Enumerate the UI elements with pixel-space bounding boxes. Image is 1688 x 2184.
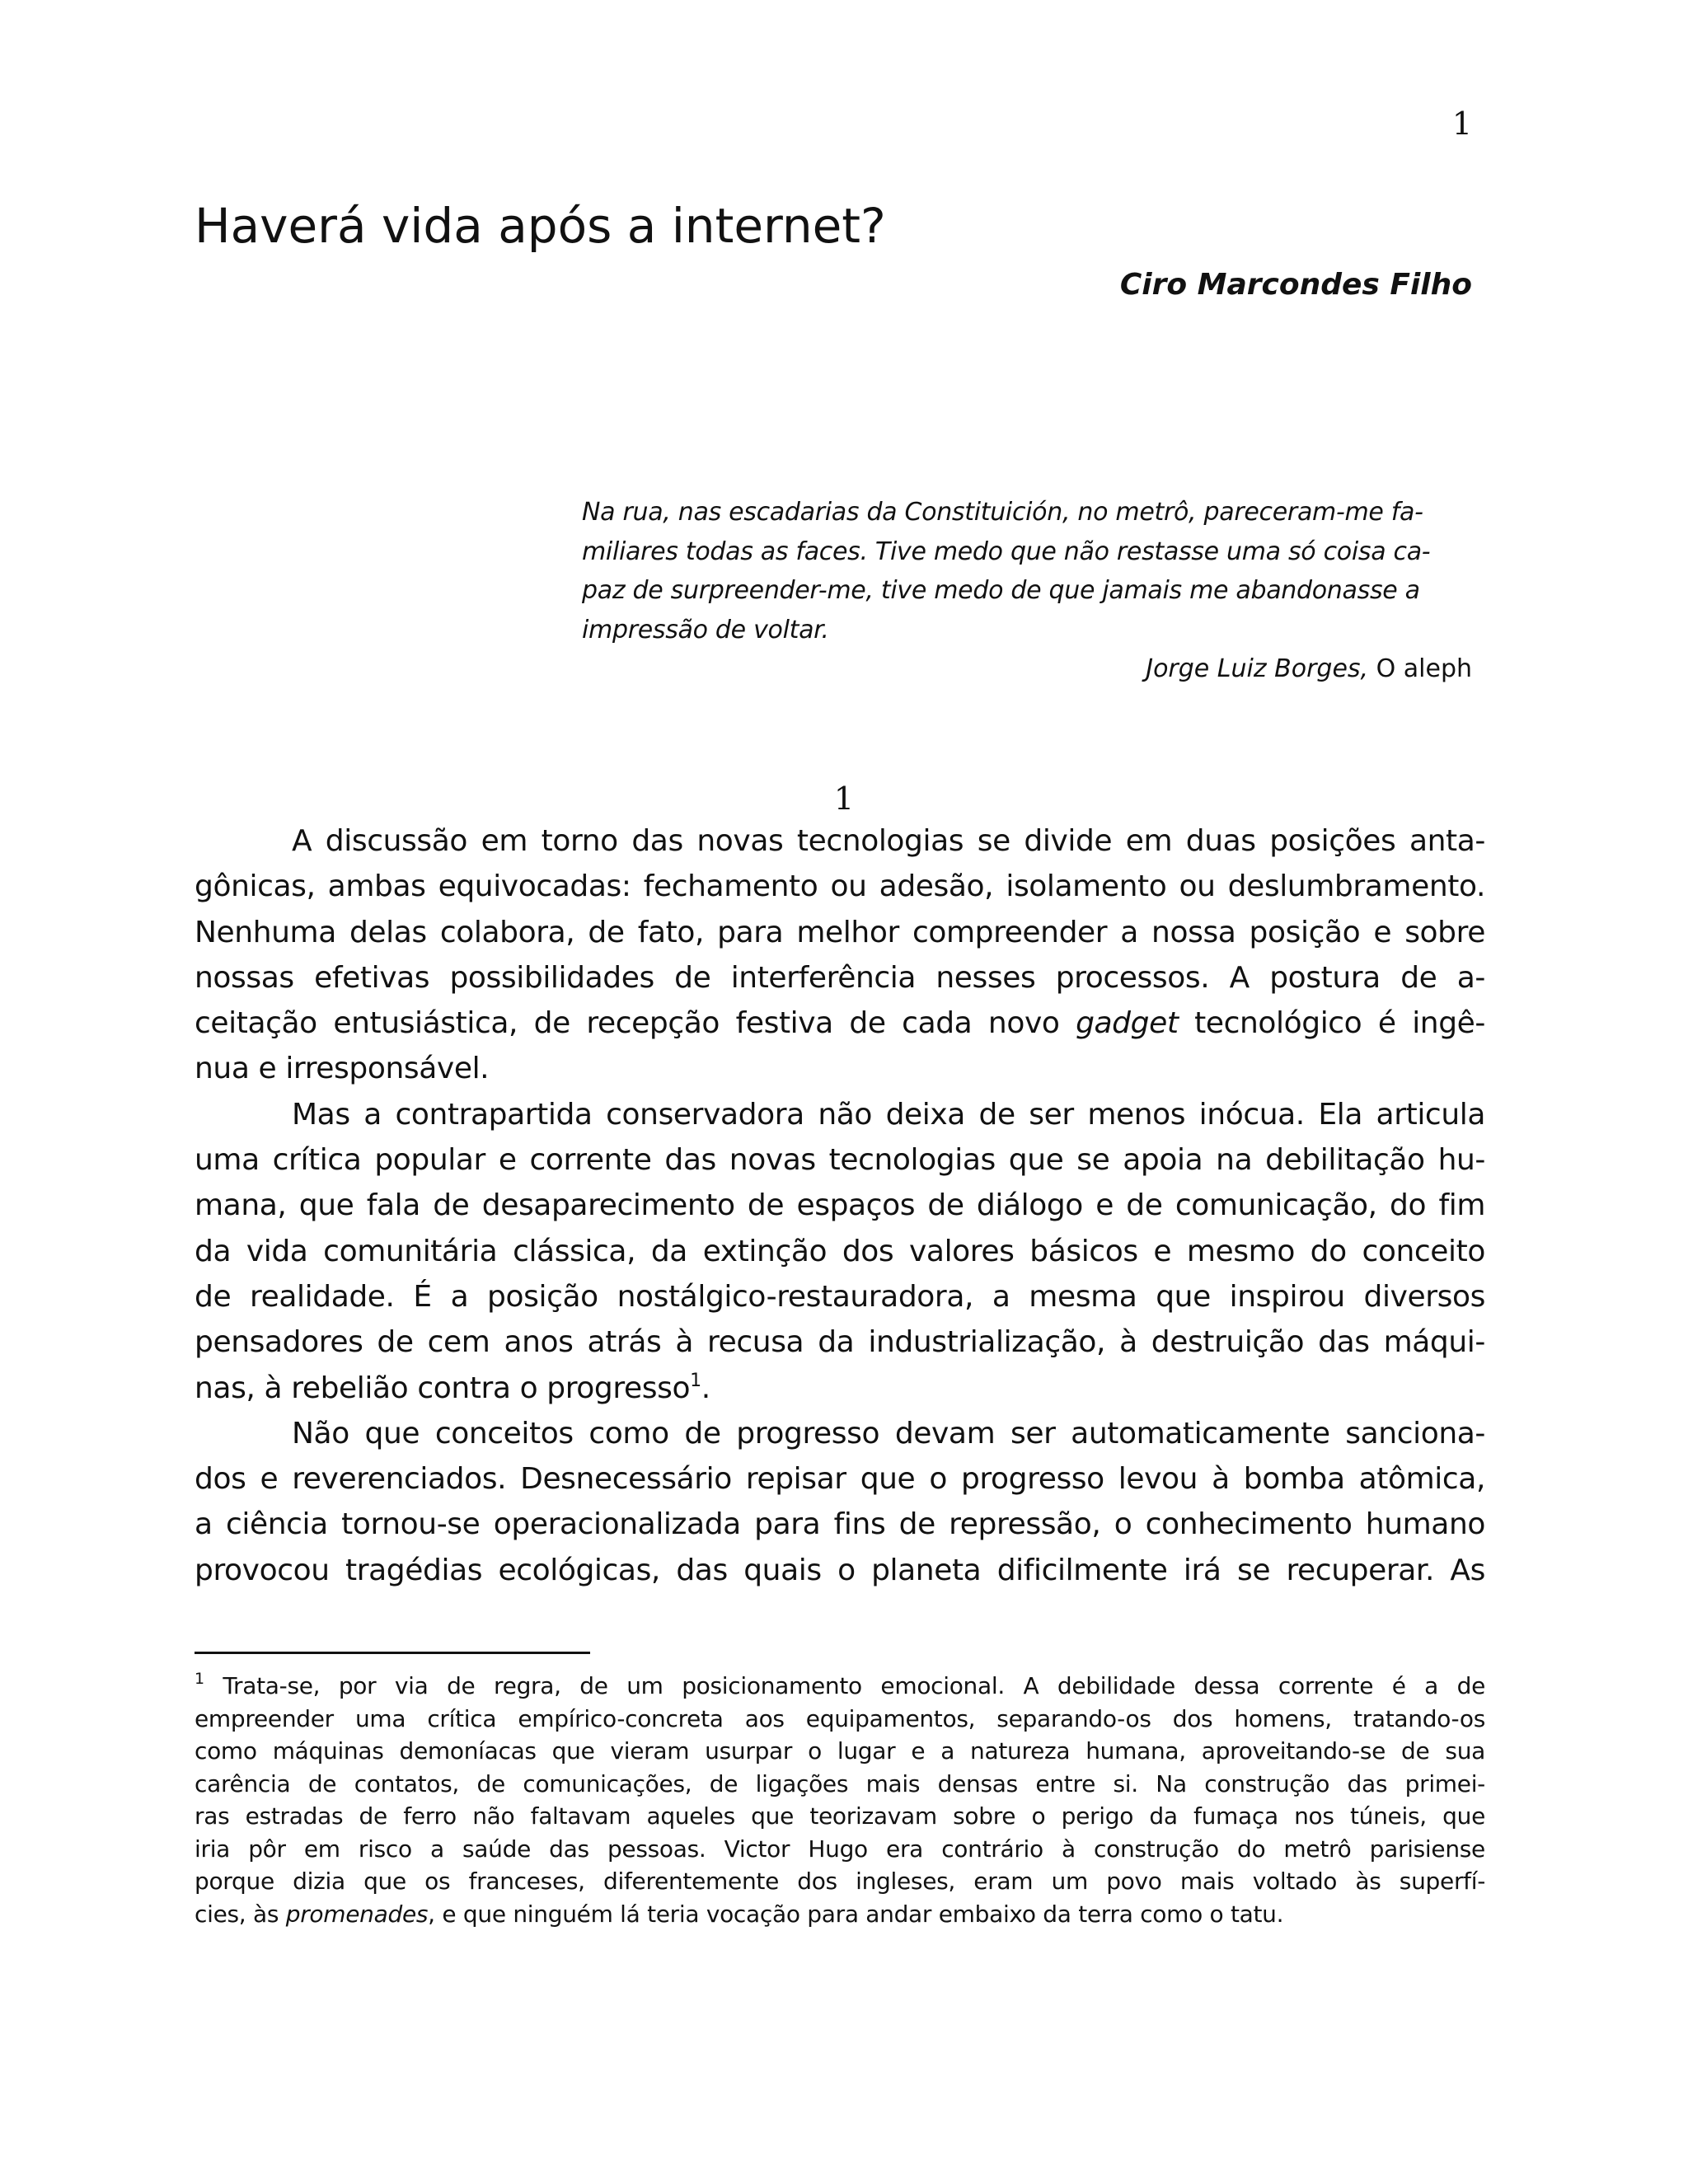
body-line: de realidade. É a posição nostálgico-restauradora, a mesma que inspirou diversos [195,1279,1485,1314]
body-line: a ciência tornou-se operacionalizada para fins de repressão, o conhecimento humano [195,1507,1485,1542]
body-line: uma crítica popular e corrente das novas tecnologias que se apoia na debilitação hu- [195,1143,1485,1178]
gadget-term: gadget [1076,1006,1179,1041]
body-line: A discussão em torno das novas tecnologias se divide em duas posições anta- [292,824,1485,858]
body-text-run: . [701,1371,710,1405]
body-line: gônicas, ambas equivocadas: fechamento ou adesão, isolamento ou deslumbramento. [195,869,1485,904]
body-line [195,1366,1485,1411]
author-name: Ciro Marcondes Filho [1119,268,1472,302]
epigraph [582,493,1472,688]
footnote-line: empreender uma crítica empírico-concreta aos equipamentos, separando-os dos homens, tratando-os [195,1704,1485,1732]
epigraph-source-author: Jorge Luiz Borges, [1146,654,1369,683]
body-line: nua e irresponsável. [195,1052,490,1086]
footnote-line: carência de contatos, de comunicações, de ligações mais densas entre si. Na construção das primei- [195,1769,1485,1797]
body-text-run: tecnológico é ingê- [1178,1006,1486,1041]
body-line: Não que conceitos como de progresso devam ser automaticamente sanciona- [292,1416,1485,1451]
body-line: nossas efetivas possibilidades de interferência nesses processos. A postura de a- [195,960,1485,995]
body-text-run: ceitação entusiástica, de recepção festiva de cada novo [195,1006,1076,1041]
epigraph-line: Na rua, nas escadarias da Constituición, no metrô, pareceram-me fa- [582,498,1423,527]
body-line: mana, que fala de desaparecimento de espaços de diálogo e de comunicação, do fim [195,1188,1485,1223]
footnote-line: porque dizia que os franceses, diferentemente dos ingleses, eram um povo mais voltado às superfí- [195,1868,1485,1895]
epigraph-line: paz de surpreender-me, tive medo de que jamais me abandonasse a [582,576,1420,605]
page-number: 1 [1451,105,1472,142]
promenades-term: promenades [285,1900,429,1928]
body-line [195,1001,1485,1046]
body-line: da vida comunitária clássica, da extinção dos valores básicos e mesmo do conceito [195,1234,1485,1268]
epigraph-source-work: O aleph [1368,654,1472,683]
footnote-line: como máquinas demoníacas que vieram usurpar o lugar e a natureza humana, aproveitando-se de sua [195,1737,1485,1765]
footnote-line [195,1898,1485,1931]
body-line: pensadores de cem anos atrás à recusa da industrialização, à destruição das máqui- [195,1325,1485,1360]
page-title: Haverá vida após a internet? [195,198,886,254]
epigraph-line: miliares todas as faces. Tive medo que não restasse uma só coisa ca- [582,537,1431,566]
footnote-divider [195,1652,590,1654]
body-line: Mas a contrapartida conservadora não deixa de ser menos inócua. Ela articula [292,1097,1485,1132]
footnote-line: iria pôr em risco a saúde das pessoas. Victor Hugo era contrário à construção do metrô parisiense [195,1835,1485,1863]
body-line: Nenhuma delas colabora, de fato, para melhor compreender a nossa posição e sobre [195,915,1485,949]
footnote [195,1670,1485,1930]
footnote-line: ras estradas de ferro não faltavam aqueles que teorizavam sobre o perigo da fumaça nos túneis, que [195,1802,1485,1830]
footnote-text-run: cies, às [195,1900,286,1928]
footnote-reference[interactable]: 1 [690,1370,701,1391]
footnote-text-run: , e que ninguém lá teria vocação para andar embaixo da terra como o tatu. [428,1900,1284,1928]
body-line: provocou tragédias ecológicas, das quais o planeta dificilmente irá se recuperar. As [195,1553,1485,1587]
body-text-run: nas, à rebelião contra o progresso [195,1371,691,1405]
footnote-marker: 1 [195,1670,204,1688]
epigraph-line: impressão de voltar. [582,615,829,644]
body-line: dos e reverenciados. Desnecessário repisar que o progresso levou à bomba atômica, [195,1462,1485,1497]
section-number: 1 [833,780,855,817]
epigraph-source [582,649,1472,688]
footnote-line [195,1670,1485,1703]
body-text [195,818,1485,1593]
footnote-text-run: Trata-se, por via de regra, de um posicionamento emocional. A debilidade dessa corrente é a de [204,1672,1485,1699]
